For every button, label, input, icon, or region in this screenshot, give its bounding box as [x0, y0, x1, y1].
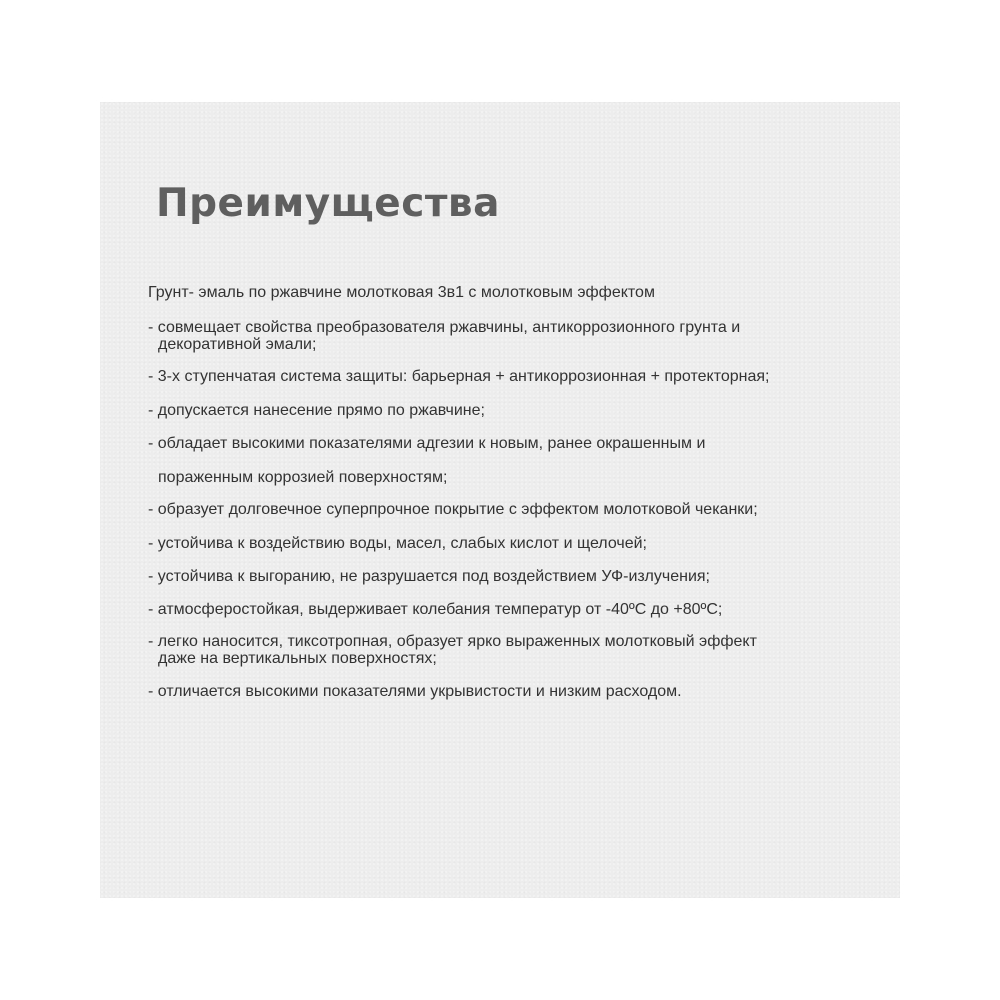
product-intro: Грунт- эмаль по ржавчине молотковая 3в1 с молотковым эффектом: [148, 284, 655, 301]
list-item: [148, 568, 710, 585]
list-item-text: - легко наносится, тиксотропная, образует ярко выраженных молотковый эффект: [148, 633, 757, 650]
list-item-text: - совмещает свойства преобразователя ржавчины, антикоррозионного грунта и: [148, 319, 741, 336]
list-item-text: - 3-х ступенчатая система защиты: барьерная + антикоррозионная + протекторная;: [148, 368, 770, 385]
list-item: [148, 435, 705, 486]
list-item-text: - допускается нанесение прямо по ржавчине;: [148, 402, 485, 419]
list-item: [148, 633, 757, 667]
list-item-text: - устойчива к воздействию воды, масел, слабых кислот и щелочей;: [148, 535, 647, 552]
list-item: [148, 319, 740, 353]
list-item-text: - устойчива к выгоранию, не разрушается под воздействием УФ-излучения;: [148, 568, 710, 585]
list-item: [148, 535, 647, 552]
list-item-continuation: пораженным коррозией поверхностям;: [158, 469, 448, 486]
list-item: [148, 501, 758, 518]
list-item: [148, 683, 682, 700]
list-item-text: - атмосферостойкая, выдерживает колебания температур от -40ºС до +80ºС;: [148, 601, 723, 618]
list-item-continuation: даже на вертикальных поверхностях;: [158, 650, 437, 667]
list-item: [148, 402, 485, 419]
list-item-text: - образует долговечное суперпрочное покрытие с эффектом молотковой чеканки;: [148, 501, 758, 518]
list-item: [148, 601, 722, 618]
list-item-continuation: декоративной эмали;: [158, 336, 317, 353]
page-title: Преимущества: [156, 181, 500, 226]
list-item-text: - обладает высокими показателями адгезии к новым, ранее окрашенным и: [148, 435, 706, 452]
list-item-text: - отличается высокими показателями укрывистости и низким расходом.: [148, 683, 682, 700]
list-item: [148, 368, 770, 385]
advantages-card: [100, 102, 900, 898]
